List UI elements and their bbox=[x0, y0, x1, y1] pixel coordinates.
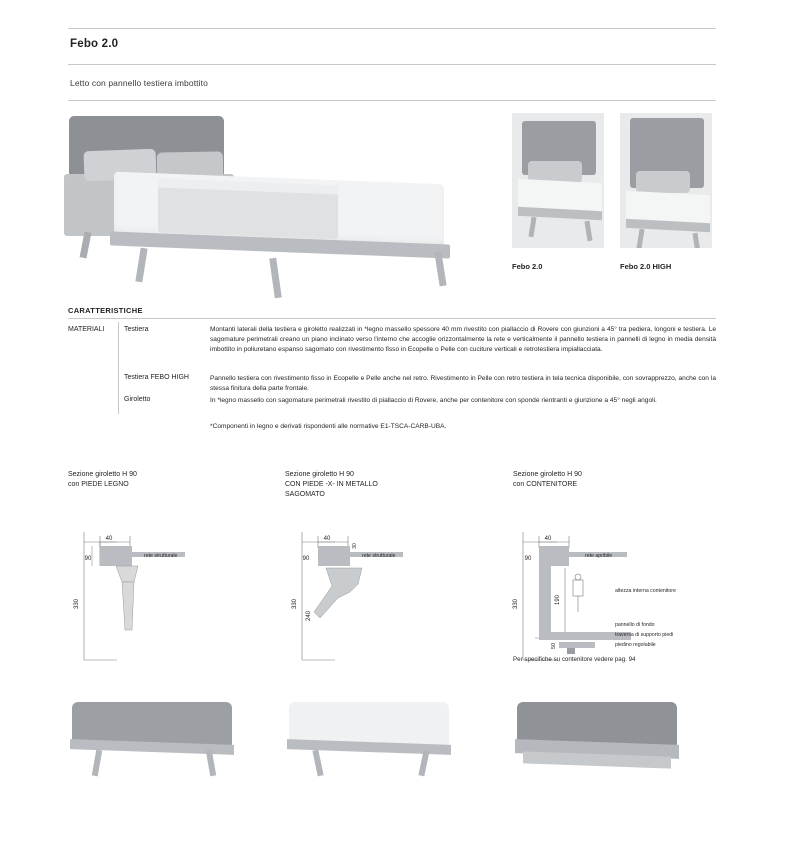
technical-drawing-piede-metallo bbox=[280, 520, 510, 670]
leg-shape bbox=[636, 229, 644, 248]
spec-key-giroletto: Giroletto bbox=[124, 396, 151, 403]
section-title-line1: Sezione giroletto H 90 bbox=[513, 471, 582, 478]
characteristics-rule bbox=[68, 318, 716, 319]
container-note: Per specifiche su contenitore vedere pag. 94 bbox=[513, 656, 636, 663]
spec-text-testiera-febo-high: Pannello testiera con rivestimento fisso in Ecopelle e Pelle anche nel retro. Rivestimento in Pelle con retro testiera in tela tecnica disponibile, con sovrapprezzo, anche con la stessa finitura della parte frontale. bbox=[210, 375, 716, 393]
callout-rete-strutturale: rete strutturale bbox=[362, 553, 396, 559]
header-rule-top bbox=[68, 28, 716, 29]
bed-leg-shape bbox=[269, 258, 281, 299]
dim-top: 40 bbox=[323, 536, 331, 542]
section-title-line2: con PIEDE LEGNO bbox=[68, 481, 129, 489]
materials-label: MATERIALI bbox=[68, 326, 105, 333]
dim-total: 330 bbox=[513, 598, 519, 610]
dim-top: 40 bbox=[544, 536, 552, 542]
thumbnail-label-febo-20: Febo 2.0 bbox=[512, 262, 543, 271]
callout-rete-apribile: rete apribile bbox=[585, 553, 613, 559]
spec-text-giroletto: In *legno massello con sagomature perimetrali rivestito di piallaccio di Rovere, anche per contenitore con sponde rientranti e giunzione a 45° negli angoli. bbox=[210, 397, 657, 404]
callout-piedino-regolabile: piedino regolabile bbox=[615, 642, 656, 648]
bottom-photo-contenitore bbox=[513, 692, 681, 802]
callout-pannello-di-fondo: pannello di fondo bbox=[615, 622, 655, 628]
dim-leg: 240 bbox=[306, 610, 312, 622]
section-title-contenitore bbox=[513, 470, 582, 490]
spec-footnote: *Componenti in legno e derivati rispondenti alle normative E1-TSCA-CARB-UBA. bbox=[210, 423, 447, 430]
dim-thickness: 30 bbox=[352, 543, 358, 549]
leg-shape bbox=[692, 233, 700, 248]
callout-altezza-interna: altezza interna contenitore bbox=[615, 588, 676, 594]
section-title-line3: SAGOMATO bbox=[285, 491, 325, 499]
dim-side: 90 bbox=[84, 556, 92, 562]
technical-drawing-piede-legno bbox=[62, 520, 292, 670]
section-title-line1: Sezione giroletto H 90 bbox=[285, 471, 354, 478]
leg-shape bbox=[312, 750, 323, 777]
thumbnail-febo-20-high bbox=[620, 113, 712, 248]
dim-top: 40 bbox=[105, 536, 113, 542]
dim-side: 90 bbox=[302, 556, 310, 562]
spec-key-testiera-febo-high: Testiera FEBO HIGH bbox=[124, 374, 189, 381]
leg-shape bbox=[584, 221, 592, 242]
bottom-photo-piede-metallo bbox=[285, 692, 453, 802]
spec-text-testiera: Montanti laterali della testiera e giroletto realizzati in *legno massello spessore 40 mm rivestito con piallaccio di Rovere con giunzioni a 45° tra pediera, longoni e testiera. Le sagomature perimetrali creano un piano inclinato verso l'interno che accoglie orizzontalmente la rete e verticalmente il pannello testiera in pannelli di legno in media densità imbottito in poliuretano espanso sagomato con rivestimento fisso in Ecopelle o Pelle con cuciture verticali e retrotestiera impiallacciata. bbox=[210, 326, 716, 354]
thumbnail-label-febo-20-high: Febo 2.0 HIGH bbox=[620, 262, 672, 271]
section-title-line2: con CONTENITORE bbox=[513, 481, 578, 489]
dim-total: 330 bbox=[74, 598, 80, 610]
dim-side: 90 bbox=[524, 556, 532, 562]
bed-leg-shape bbox=[135, 248, 147, 283]
bottom-photo-piede-legno bbox=[68, 692, 236, 802]
section-title-piede-legno bbox=[68, 470, 137, 490]
page-subtitle: Letto con pannello testiera imbottito bbox=[70, 78, 208, 88]
section-title-piede-metallo bbox=[285, 470, 378, 500]
characteristics-heading: CARATTERISTICHE bbox=[68, 306, 143, 315]
dim-total: 330 bbox=[292, 598, 298, 610]
spec-key-testiera: Testiera bbox=[124, 326, 149, 333]
header-rule-middle bbox=[68, 64, 716, 65]
leg-shape bbox=[528, 217, 536, 238]
callout-traversa-supporto: traversa di supporto piedi bbox=[615, 632, 674, 638]
hero-bed-image bbox=[62, 112, 482, 282]
section-title-line2: CON PIEDE -X- IN METALLO bbox=[285, 481, 378, 489]
page-title: Febo 2.0 bbox=[70, 38, 119, 50]
thumbnail-febo-20 bbox=[512, 113, 604, 248]
technical-drawing-contenitore bbox=[505, 520, 735, 670]
leg-shape bbox=[92, 750, 102, 777]
callout-rete-strutturale: rete strutturale bbox=[144, 553, 178, 559]
dim-foot: 50 bbox=[551, 642, 557, 650]
section-title-line1: Sezione giroletto H 90 bbox=[68, 471, 137, 478]
dim-inner: 190 bbox=[555, 594, 561, 606]
characteristics-divider bbox=[118, 322, 119, 414]
pillow-shape bbox=[636, 171, 690, 193]
header-rule-bottom bbox=[68, 100, 716, 101]
